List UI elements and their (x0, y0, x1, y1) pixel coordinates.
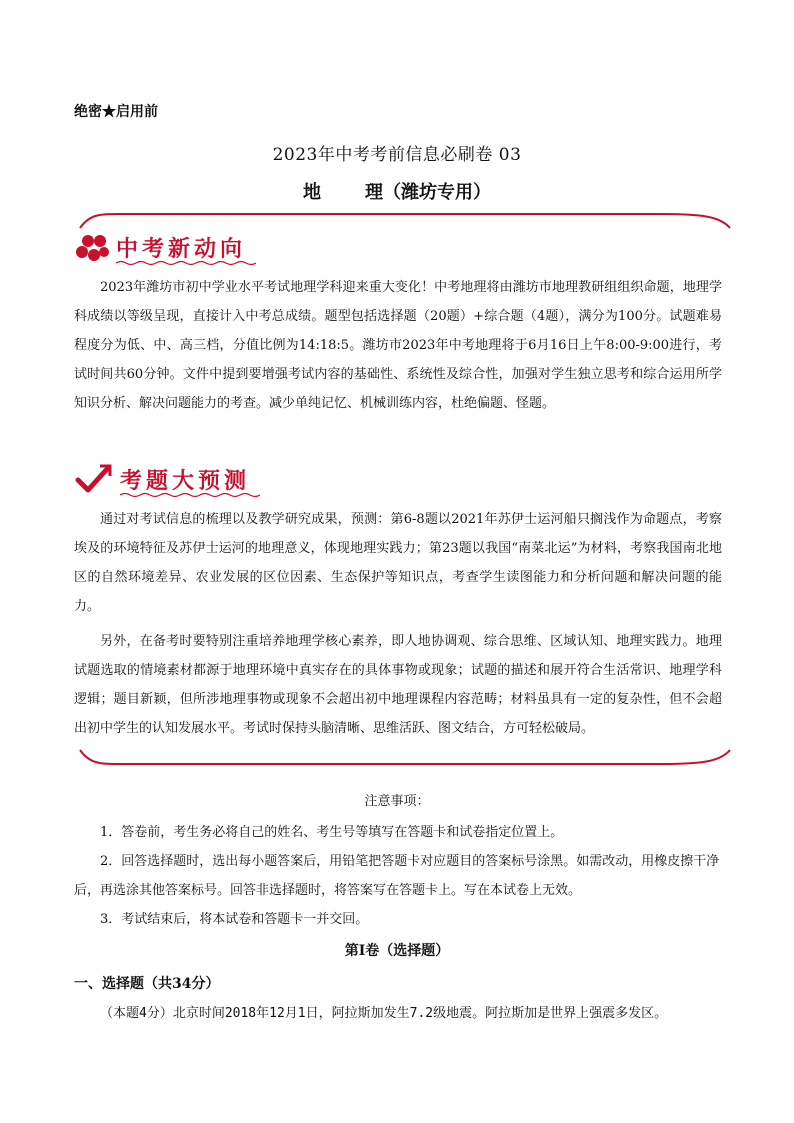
clover-icon (74, 232, 114, 264)
section-2-paragraph-1: 通过对考试信息的梳理以及教学研究成果，预测：第6-8题以2021年苏伊士运河船只搁浅作为命题点，考察埃及的环境特征及苏伊士运河的地理意义，体现地理实践力；第23题以我国“南菜北运”为材料，考察我国南北地区的自然环境差异、农业发展的区位因素、生态保护等知识点，考查学生读图能力和分析问题和解决问题的能力。 (74, 512, 722, 614)
question-1-text: （本题4分）北京时间2018年12月1日，阿拉斯加发生7.2级地震。阿拉斯加是世界上强震多发区。 (100, 1006, 668, 1021)
notice-item-2: 2．回答选择题时，选出每小题答案后，用铅笔把答题卡对应题目的答案标号涂黑。如需改动，用橡皮擦干净后，再选涂其他答案标号。回答非选择题时，将答案写在答题卡上。写在本试卷上无效。 (74, 854, 720, 898)
section-2-heading (74, 462, 314, 498)
page-title: 2023年中考考前信息必刷卷 03 (272, 145, 522, 165)
check-arrow-icon (74, 462, 114, 496)
notice-item-1: 1．答卷前，考生务必将自己的姓名、考生号等填写在答题卡和试卷指定位置上。 (100, 825, 564, 840)
notice-list (74, 818, 734, 934)
section-1-top-arc (60, 200, 740, 230)
section-1-paragraph: 2023年潍坊市初中学业水平考试地理学科迎来重大变化！中考地理将由潍坊市地理教研组组织命题，地理学科成绩以等级呈现，直接计入中考总成绩。题型包括选择题（20题）+综合题（4题），满分为100分。试题难易程度分为低、中、高三档，分值比例为14:18:5。潍坊市2023年中考地理将于6月16日上午8:00-9:00进行，考试时间共60分钟。文件中提到要增强考试内容的基础性、系统性及综合性，加强对学生独立思考和综合运用所学知识分析、解决问题能力的考查。减少单纯记忆、机械训练内容，杜绝偏题、怪题。 (74, 280, 722, 411)
subject-char-2: 理（潍坊专用） (365, 182, 491, 203)
section-2-underline (120, 492, 260, 498)
section-2-heading-text: 考题大预测 (120, 469, 251, 494)
section-1-heading-text: 中考新动向 (116, 237, 247, 262)
section-1-underline (116, 260, 256, 266)
subject-char-1: 地 (303, 182, 321, 203)
section-2-paragraph-2: 另外，在备考时要特别注重培养地理学核心素养，即人地协调观、综合思维、区域认知、地理实践力。地理试题选取的情境素材都源于地理环境中真实存在的具体事物或现象；试题的描述和展开符合生活常识、地理学科逻辑；题目新颖，但所涉地理事物或现象不会超出初中地理课程内容范畴；材料虽具有一定的复杂性，但不会超出初中学生的认知发展水平。考试时保持头脑清晰、思维活跃、图文结合，方可轻松破局。 (74, 634, 722, 736)
confidential-label: 绝密★启用前 (74, 104, 158, 120)
notice-title: 注意事项： (364, 794, 430, 809)
section-1-heading (74, 230, 314, 266)
section-2-bottom-arc (60, 748, 740, 778)
section-1-body (74, 273, 722, 418)
volume-title: 第I卷（选择题） (344, 943, 450, 959)
notice-item-3: 3．考试结束后，将本试卷和答题卡一并交回。 (100, 912, 369, 927)
section-2-body (74, 505, 722, 743)
question-section-heading: 一、选择题（共34分） (74, 976, 220, 992)
